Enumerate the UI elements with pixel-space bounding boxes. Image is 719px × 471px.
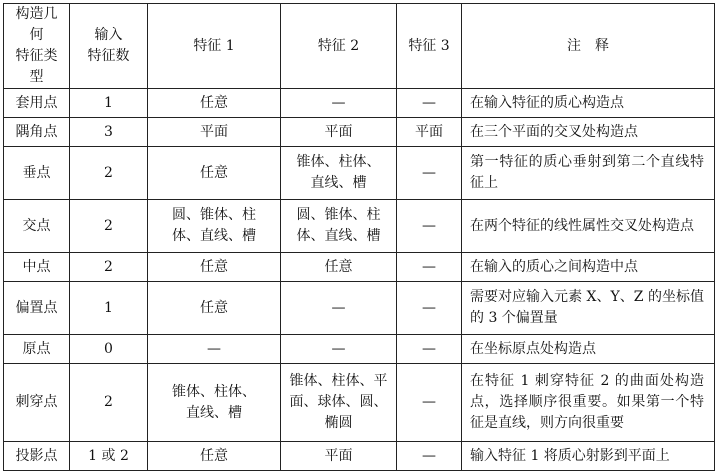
cell-note: 在两个特征的线性属性交叉处构造点 <box>462 200 715 253</box>
cell-feature3: — <box>397 364 462 442</box>
cell-type: 套用点 <box>4 89 70 118</box>
cell-count: 2 <box>70 253 148 282</box>
cell-count: 1 或 2 <box>70 442 148 471</box>
cell-count: 1 <box>70 89 148 118</box>
cell-feature1: 任意 <box>148 442 281 471</box>
cell-feature2: — <box>281 335 397 364</box>
header-feature3: 特征 3 <box>397 4 462 89</box>
cell-feature3: — <box>397 335 462 364</box>
cell-count: 2 <box>70 147 148 200</box>
header-feature2: 特征 2 <box>281 4 397 89</box>
cell-note: 在输入特征的质心构造点 <box>462 89 715 118</box>
cell-type: 原点 <box>4 335 70 364</box>
header-count: 输入 特征数 <box>70 4 148 89</box>
cell-note: 第一特征的质心垂射到第二个直线特征上 <box>462 147 715 200</box>
cell-count: 2 <box>70 364 148 442</box>
cell-feature3: — <box>397 442 462 471</box>
cell-feature2: 锥体、柱体、平 面、球体、圆、 椭圆 <box>281 364 397 442</box>
table-row <box>4 200 715 253</box>
header-feature1: 特征 1 <box>148 4 281 89</box>
table-header-row <box>4 4 715 89</box>
cell-feature1: 任意 <box>148 147 281 200</box>
cell-note: 需要对应输入元素 X、Y、Z 的坐标值的 3 个偏置量 <box>462 282 715 335</box>
cell-type: 刺穿点 <box>4 364 70 442</box>
cell-count: 2 <box>70 200 148 253</box>
cell-type: 垂点 <box>4 147 70 200</box>
cell-feature1: 任意 <box>148 282 281 335</box>
cell-feature3: — <box>397 200 462 253</box>
cell-feature2: 平面 <box>281 118 397 147</box>
cell-type: 中点 <box>4 253 70 282</box>
cell-count: 1 <box>70 282 148 335</box>
cell-feature1: — <box>148 335 281 364</box>
cell-note: 输入特征 1 将质心射影到平面上 <box>462 442 715 471</box>
header-note: 注 释 <box>462 4 715 89</box>
cell-feature1: 任意 <box>148 89 281 118</box>
cell-type: 交点 <box>4 200 70 253</box>
cell-note: 在三个平面的交叉处构造点 <box>462 118 715 147</box>
cell-feature1: 平面 <box>148 118 281 147</box>
cell-feature3: — <box>397 147 462 200</box>
cell-feature2: 锥体、柱体、 直线、槽 <box>281 147 397 200</box>
cell-feature1: 锥体、柱体、 直线、槽 <box>148 364 281 442</box>
cell-feature2: — <box>281 89 397 118</box>
table-row <box>4 282 715 335</box>
cell-note: 在输入的质心之间构造中点 <box>462 253 715 282</box>
cell-count: 0 <box>70 335 148 364</box>
cell-feature1: 圆、锥体、柱 体、直线、槽 <box>148 200 281 253</box>
feature-construction-table <box>3 3 715 471</box>
cell-type: 投影点 <box>4 442 70 471</box>
cell-type: 隅角点 <box>4 118 70 147</box>
cell-type: 偏置点 <box>4 282 70 335</box>
cell-feature3: — <box>397 253 462 282</box>
header-type: 构造几何 特征类型 <box>4 4 70 89</box>
table-row <box>4 118 715 147</box>
cell-feature2: 平面 <box>281 442 397 471</box>
cell-feature2: — <box>281 282 397 335</box>
cell-feature3: 平面 <box>397 118 462 147</box>
table-row <box>4 364 715 442</box>
cell-feature1: 任意 <box>148 253 281 282</box>
cell-feature2: 任意 <box>281 253 397 282</box>
cell-count: 3 <box>70 118 148 147</box>
table-row <box>4 89 715 118</box>
cell-note: 在特征 1 刺穿特征 2 的曲面处构造点，选择顺序很重要。如果第一个特征是直线，则方向很重要 <box>462 364 715 442</box>
table-row <box>4 442 715 471</box>
table-row <box>4 253 715 282</box>
cell-feature2: 圆、锥体、柱 体、直线、槽 <box>281 200 397 253</box>
table-row <box>4 335 715 364</box>
table-row <box>4 147 715 200</box>
cell-feature3: — <box>397 282 462 335</box>
cell-feature3: — <box>397 89 462 118</box>
table-body <box>4 89 715 471</box>
cell-note: 在坐标原点处构造点 <box>462 335 715 364</box>
